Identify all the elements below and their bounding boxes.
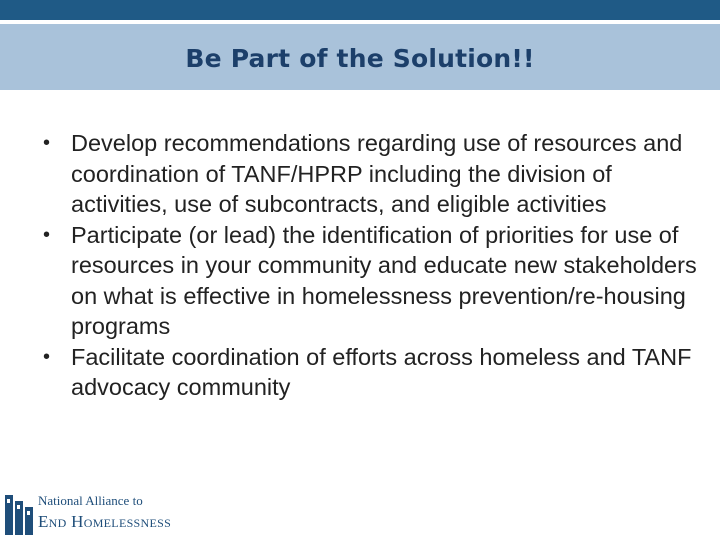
bullet-text: Facilitate coordination of efforts across homeless and TANF advocacy community [71,343,692,400]
title-band [0,24,720,90]
house-building-icon [4,491,34,537]
bullet-list [40,128,700,403]
bullet-marker: • [43,132,51,154]
logo-line-2: End Homelessness [38,512,172,531]
slide-title: Be Part of the Solution!! [185,43,535,73]
bullet-text: Develop recommendations regarding use of resources and coordination of TANF/HPRP including the division of activities, use of subcontracts, and eligible activities [71,130,683,217]
bullet-text: Participate (or lead) the identification of priorities for use of resources in your community and educate new stakeholders on what is effective in homelessness prevention/re-housing programs [71,221,697,339]
bullet-item [40,128,700,220]
bullet-marker: • [43,345,51,368]
top-accent-bar [0,0,720,20]
bullet-item [40,220,700,342]
bullet-item [40,342,700,403]
bullet-marker: • [43,223,51,246]
alliance-logo [4,491,204,537]
logo-line-1: National Alliance to [38,493,143,508]
